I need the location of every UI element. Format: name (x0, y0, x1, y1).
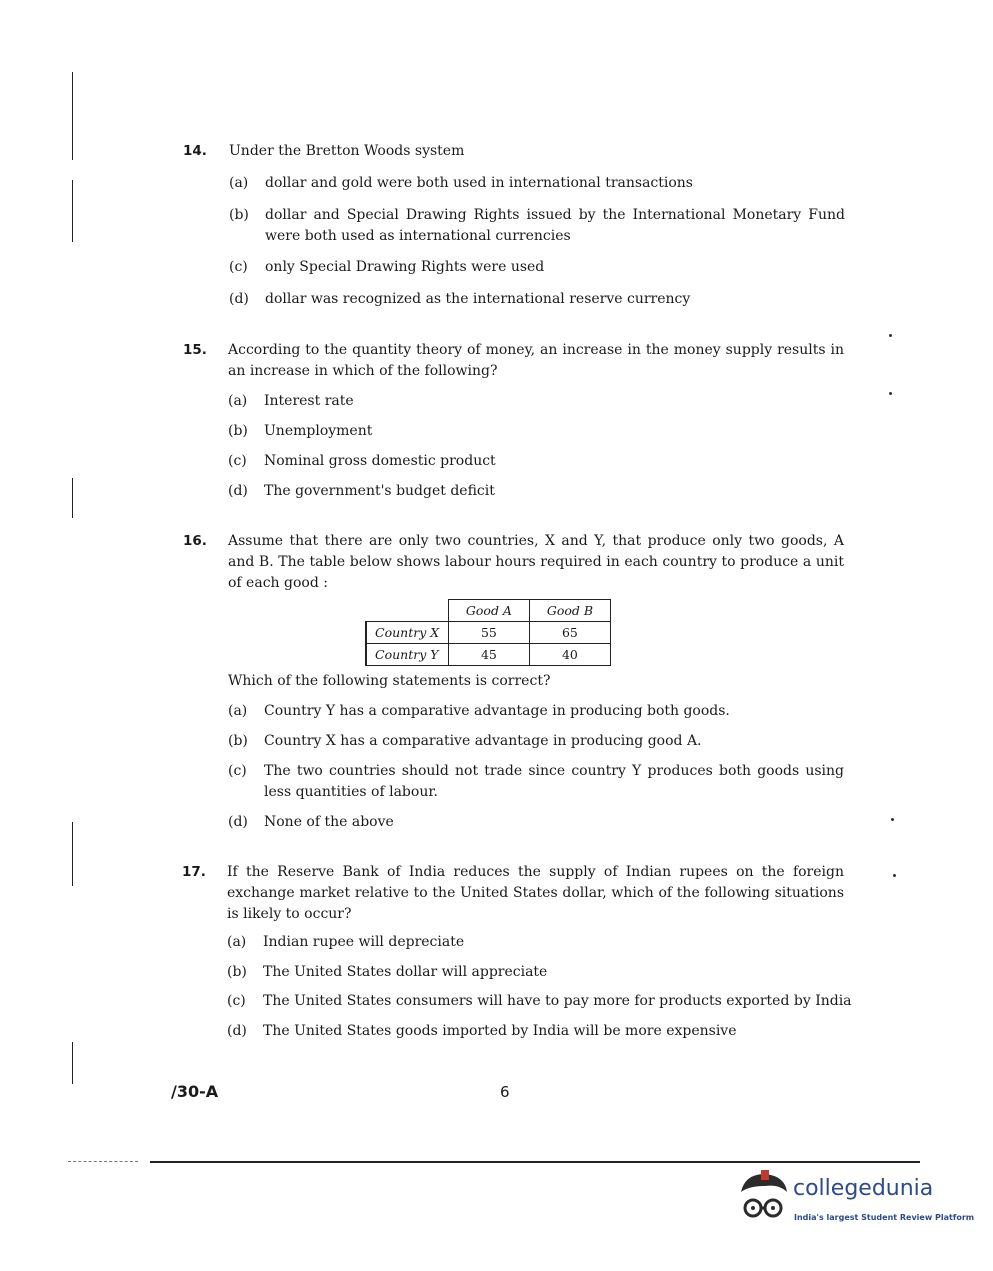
table-row-label: Country Y (366, 644, 449, 666)
q17-option-c-letter: (c) (227, 993, 246, 1009)
q14-option-a-letter: (a) (229, 175, 249, 191)
q16-option-c-letter: (c) (228, 763, 247, 779)
table-row (366, 622, 611, 644)
q17-option-b-letter: (b) (227, 964, 247, 980)
scan-dot (893, 874, 896, 877)
question-16-stem: Assume that there are only two countries, X and Y, that produce only two goods, A and B. The table below shows labour hours required in each country to produce a unit of each good : (228, 533, 844, 591)
table-row (366, 644, 611, 666)
q15-option-b-letter: (b) (228, 423, 248, 439)
question-15-number: 15. (183, 342, 207, 358)
question-15-stem: According to the quantity theory of money, an increase in the money supply results in an increase in which of the following? (228, 342, 844, 379)
q17-option-a-text: Indian rupee will depreciate (263, 934, 465, 950)
paper-code: /30-A (171, 1082, 219, 1101)
table-row-label: Country X (366, 622, 449, 644)
q17-option-c-text: The United States consumers will have to pay more for products exported by India (263, 993, 852, 1009)
q14-option-c-text: only Special Drawing Rights were used (265, 259, 545, 275)
labour-hours-table (365, 599, 611, 666)
q17-option-b-text: The United States dollar will appreciate (263, 964, 548, 980)
q16-option-d-letter: (d) (228, 814, 248, 830)
scan-margin-line (72, 72, 73, 160)
collegedunia-logo (735, 1168, 975, 1228)
q15-option-b-text: Unemployment (264, 423, 373, 439)
q16-option-b-text: Country X has a comparative advantage in producing good A. (264, 733, 702, 749)
q17-option-d-letter: (d) (227, 1023, 247, 1039)
question-14-number: 14. (183, 143, 207, 159)
q15-option-c-text: Nominal gross domestic product (264, 453, 496, 469)
q15-option-a-text: Interest rate (264, 393, 354, 409)
scan-margin-line (72, 1042, 73, 1084)
q14-option-b-letter: (b) (229, 207, 249, 223)
table-header-row (366, 600, 611, 622)
logo-tagline: India's largest Student Review Platform (794, 1213, 975, 1222)
table-cell: 45 (449, 644, 530, 666)
q16-option-b-letter: (b) (228, 733, 248, 749)
footer-dashes (68, 1161, 138, 1162)
q15-option-c-letter: (c) (228, 453, 247, 469)
table-cell: 55 (449, 622, 530, 644)
q14-option-c-letter: (c) (229, 259, 248, 275)
scan-dot (889, 334, 892, 337)
q14-option-d-text: dollar was recognized as the international reserve currency (265, 291, 691, 307)
mascot-icon (735, 1168, 793, 1226)
question-17-stem: If the Reserve Bank of India reduces the supply of Indian rupees on the foreign exchange market relative to the United States dollar, which of the following situations is likely to occur? (227, 864, 844, 922)
scan-margin-line (72, 822, 73, 886)
q15-option-d-text: The government's budget deficit (264, 483, 495, 499)
q17-option-a-letter: (a) (227, 934, 247, 950)
question-14-stem: Under the Bretton Woods system (229, 143, 465, 159)
page-number: 6 (500, 1083, 510, 1101)
scan-dot (889, 392, 892, 395)
q16-option-a-letter: (a) (228, 703, 248, 719)
question-16-followup: Which of the following statements is correct? (228, 673, 551, 689)
q16-option-a-text: Country Y has a comparative advantage in producing both goods. (264, 703, 730, 719)
table-cell: 65 (529, 622, 610, 644)
scan-margin-line (72, 478, 73, 518)
table-header-good-b: Good B (529, 600, 610, 622)
q16-option-c-text: The two countries should not trade since country Y produces both goods using less quantities of labour. (264, 763, 844, 800)
q15-option-a-letter: (a) (228, 393, 248, 409)
q14-option-b-text: dollar and Special Drawing Rights issued by the International Monetary Fund were both used as international currencies (265, 207, 845, 244)
footer-rule (150, 1161, 920, 1163)
logo-brand-text: collegedunia (793, 1176, 934, 1201)
q14-option-a-text: dollar and gold were both used in international transactions (265, 175, 693, 191)
scan-dot (891, 818, 894, 821)
scan-margin-line (72, 180, 73, 242)
q16-option-d-text: None of the above (264, 814, 394, 830)
question-16-number: 16. (183, 533, 207, 549)
table-corner-cell (366, 600, 449, 622)
q15-option-d-letter: (d) (228, 483, 248, 499)
table-header-good-a: Good A (449, 600, 530, 622)
question-17-number: 17. (182, 864, 206, 880)
q17-option-d-text: The United States goods imported by India will be more expensive (263, 1023, 737, 1039)
q14-option-d-letter: (d) (229, 291, 249, 307)
table-cell: 40 (529, 644, 610, 666)
